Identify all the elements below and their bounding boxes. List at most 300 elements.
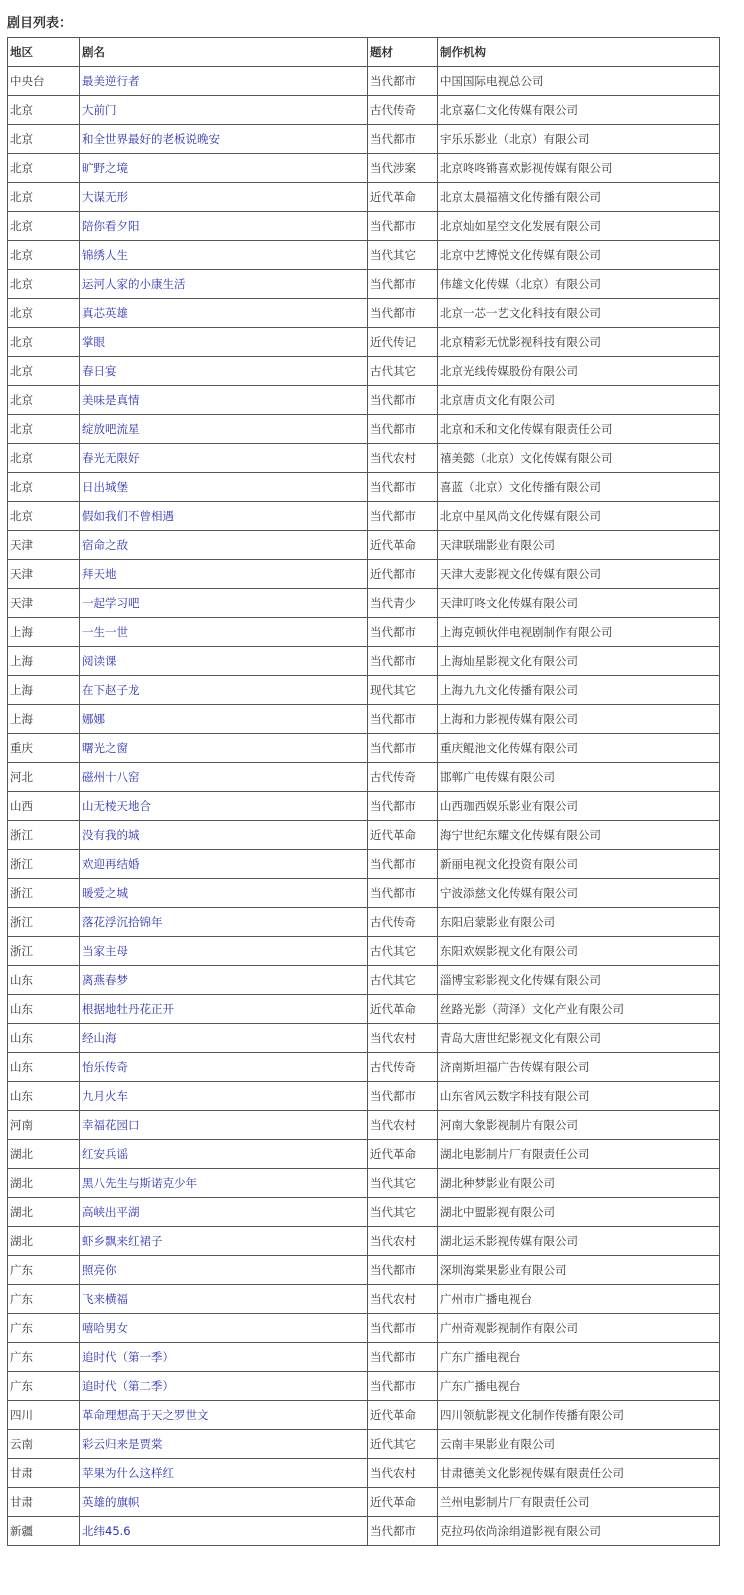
producer-cell: 上海灿星影视文化有限公司 <box>438 647 720 676</box>
producer-cell: 北京中艺博悦文化传媒有限公司 <box>438 241 720 270</box>
title-cell <box>80 415 368 444</box>
table-row <box>8 270 720 299</box>
table-row <box>8 386 720 415</box>
region-cell: 河北 <box>8 763 80 792</box>
table-row <box>8 647 720 676</box>
region-cell: 山东 <box>8 1024 80 1053</box>
drama-title-link[interactable]: 在下赵子龙 <box>82 683 140 697</box>
table-row <box>8 1256 720 1285</box>
producer-cell: 新丽电视文化投资有限公司 <box>438 850 720 879</box>
drama-title-link[interactable]: 拜天地 <box>82 567 117 581</box>
table-header-row <box>8 38 720 67</box>
producer-cell: 天津叮咚文化传媒有限公司 <box>438 589 720 618</box>
drama-title-link[interactable]: 陪你看夕阳 <box>82 219 140 233</box>
table-body <box>8 67 720 1546</box>
genre-cell: 当代其它 <box>368 1169 438 1198</box>
drama-title-link[interactable]: 阅读课 <box>82 654 117 668</box>
region-cell: 浙江 <box>8 937 80 966</box>
table-row <box>8 212 720 241</box>
region-cell: 北京 <box>8 183 80 212</box>
region-cell: 浙江 <box>8 879 80 908</box>
drama-title-link[interactable]: 幸福花园口 <box>82 1118 140 1132</box>
producer-cell: 青岛大唐世纪影视文化有限公司 <box>438 1024 720 1053</box>
table-row <box>8 1372 720 1401</box>
table-row <box>8 502 720 531</box>
producer-cell: 北京一芯一艺文化科技有限公司 <box>438 299 720 328</box>
title-cell <box>80 821 368 850</box>
drama-title-link[interactable]: 旷野之境 <box>82 161 128 175</box>
table-row <box>8 821 720 850</box>
drama-title-link[interactable]: 照亮你 <box>82 1263 117 1277</box>
title-cell <box>80 1430 368 1459</box>
genre-cell: 近代革命 <box>368 531 438 560</box>
drama-title-link[interactable]: 美味是真情 <box>82 393 140 407</box>
table-row <box>8 589 720 618</box>
genre-cell: 当代都市 <box>368 386 438 415</box>
genre-cell: 当代都市 <box>368 502 438 531</box>
genre-cell: 近代革命 <box>368 821 438 850</box>
region-cell: 上海 <box>8 618 80 647</box>
genre-cell: 当代农村 <box>368 1024 438 1053</box>
genre-cell: 当代都市 <box>368 1517 438 1546</box>
region-cell: 广东 <box>8 1343 80 1372</box>
genre-cell: 当代农村 <box>368 1459 438 1488</box>
title-cell <box>80 299 368 328</box>
producer-cell: 云南丰果影业有限公司 <box>438 1430 720 1459</box>
region-cell: 北京 <box>8 299 80 328</box>
genre-cell: 当代农村 <box>368 1111 438 1140</box>
region-cell: 湖北 <box>8 1198 80 1227</box>
drama-title-link[interactable]: 北纬45.6 <box>82 1524 131 1538</box>
drama-title-link[interactable]: 一起学习吧 <box>82 596 140 610</box>
producer-cell: 广州市广播电视台 <box>438 1285 720 1314</box>
drama-title-link[interactable]: 掌眼 <box>82 335 105 349</box>
drama-title-link[interactable]: 运河人家的小康生活 <box>82 277 186 291</box>
title-cell <box>80 850 368 879</box>
table-row <box>8 1314 720 1343</box>
producer-cell: 伟雄文化传媒（北京）有限公司 <box>438 270 720 299</box>
table-row <box>8 299 720 328</box>
table-row <box>8 1285 720 1314</box>
table-row <box>8 328 720 357</box>
drama-title-link[interactable]: 绽放吧流星 <box>82 422 140 436</box>
genre-cell: 当代都市 <box>368 1372 438 1401</box>
drama-title-link[interactable]: 和全世界最好的老板说晚安 <box>82 132 220 146</box>
genre-cell: 近代革命 <box>368 1488 438 1517</box>
producer-cell: 山西珈西娱乐影业有限公司 <box>438 792 720 821</box>
producer-cell: 北京咚咚锵喜欢影视传媒有限公司 <box>438 154 720 183</box>
table-row <box>8 1198 720 1227</box>
title-cell <box>80 908 368 937</box>
list-caption: 剧目列表： <box>7 16 73 31</box>
producer-cell: 湖北电影制片厂有限责任公司 <box>438 1140 720 1169</box>
producer-cell: 禧美懿（北京）文化传媒有限公司 <box>438 444 720 473</box>
region-cell: 北京 <box>8 270 80 299</box>
title-cell <box>80 473 368 502</box>
title-cell <box>80 937 368 966</box>
title-cell <box>80 1401 368 1430</box>
producer-cell: 天津大麦影视文化传媒有限公司 <box>438 560 720 589</box>
drama-title-link[interactable]: 欢迎再结婚 <box>82 857 140 871</box>
table-row <box>8 1430 720 1459</box>
producer-cell: 济南斯坦福广告传媒有限公司 <box>438 1053 720 1082</box>
region-cell: 北京 <box>8 444 80 473</box>
title-cell <box>80 67 368 96</box>
drama-title-link[interactable]: 落花浮沉拾锦年 <box>82 915 163 929</box>
region-cell: 四川 <box>8 1401 80 1430</box>
producer-cell: 兰州电影制片厂有限责任公司 <box>438 1488 720 1517</box>
title-cell <box>80 1198 368 1227</box>
title-cell <box>80 1024 368 1053</box>
region-cell: 上海 <box>8 676 80 705</box>
producer-cell: 广东广播电视台 <box>438 1343 720 1372</box>
title-cell <box>80 154 368 183</box>
genre-cell: 当代都市 <box>368 792 438 821</box>
column-header-title: 剧名 <box>80 38 368 67</box>
table-row <box>8 995 720 1024</box>
producer-cell: 喜蓝（北京）文化传播有限公司 <box>438 473 720 502</box>
genre-cell: 现代其它 <box>368 676 438 705</box>
table-row <box>8 1169 720 1198</box>
table-row <box>8 1401 720 1430</box>
table-row <box>8 560 720 589</box>
genre-cell: 当代都市 <box>368 879 438 908</box>
table-row <box>8 966 720 995</box>
table-row <box>8 241 720 270</box>
region-cell: 广东 <box>8 1372 80 1401</box>
drama-title-link[interactable]: 春日宴 <box>82 364 117 378</box>
region-cell: 北京 <box>8 212 80 241</box>
genre-cell: 当代都市 <box>368 647 438 676</box>
title-cell <box>80 1053 368 1082</box>
drama-title-link[interactable]: 根据地牡丹花正开 <box>82 1002 174 1016</box>
producer-cell: 东阳启蒙影业有限公司 <box>438 908 720 937</box>
table-row <box>8 676 720 705</box>
genre-cell: 当代都市 <box>368 1256 438 1285</box>
genre-cell: 当代都市 <box>368 125 438 154</box>
table-row <box>8 705 720 734</box>
title-cell <box>80 705 368 734</box>
title-cell <box>80 966 368 995</box>
region-cell: 新疆 <box>8 1517 80 1546</box>
drama-title-link[interactable]: 没有我的城 <box>82 828 140 842</box>
drama-title-link[interactable]: 磁州十八窑 <box>82 770 140 784</box>
drama-title-link[interactable]: 追时代（第二季） <box>82 1379 174 1393</box>
column-header-genre: 题材 <box>368 38 438 67</box>
region-cell: 天津 <box>8 531 80 560</box>
title-cell <box>80 357 368 386</box>
region-cell: 山东 <box>8 966 80 995</box>
genre-cell: 当代其它 <box>368 1198 438 1227</box>
drama-title-link[interactable]: 彩云归来是贾棠 <box>82 1437 163 1451</box>
title-cell <box>80 1256 368 1285</box>
drama-title-link[interactable]: 飞来横福 <box>82 1292 128 1306</box>
producer-cell: 邯郸广电传媒有限公司 <box>438 763 720 792</box>
region-cell: 北京 <box>8 96 80 125</box>
table-row <box>8 850 720 879</box>
title-cell <box>80 1372 368 1401</box>
region-cell: 重庆 <box>8 734 80 763</box>
title-cell <box>80 647 368 676</box>
drama-title-link[interactable]: 虾乡飘来红裙子 <box>82 1234 163 1248</box>
genre-cell: 当代农村 <box>368 1285 438 1314</box>
title-cell <box>80 676 368 705</box>
title-cell <box>80 560 368 589</box>
genre-cell: 当代农村 <box>368 1227 438 1256</box>
producer-cell: 北京嘉仁文化传媒有限公司 <box>438 96 720 125</box>
genre-cell: 当代都市 <box>368 415 438 444</box>
table-row <box>8 792 720 821</box>
region-cell: 天津 <box>8 589 80 618</box>
drama-title-link[interactable]: 宿命之敌 <box>82 538 128 552</box>
title-cell <box>80 1343 368 1372</box>
table-row <box>8 937 720 966</box>
title-cell <box>80 212 368 241</box>
producer-cell: 广东广播电视台 <box>438 1372 720 1401</box>
genre-cell: 当代都市 <box>368 473 438 502</box>
drama-title-link[interactable]: 大前门 <box>82 103 117 117</box>
title-cell <box>80 1082 368 1111</box>
genre-cell: 近代传记 <box>368 328 438 357</box>
table-row <box>8 1517 720 1546</box>
drama-title-link[interactable]: 当家主母 <box>82 944 128 958</box>
title-cell <box>80 183 368 212</box>
title-cell <box>80 589 368 618</box>
producer-cell: 宁波添慈文化传媒有限公司 <box>438 879 720 908</box>
region-cell: 广东 <box>8 1314 80 1343</box>
producer-cell: 克拉玛依尚涂绢道影视有限公司 <box>438 1517 720 1546</box>
table-row <box>8 67 720 96</box>
drama-title-link[interactable]: 苹果为什么这样红 <box>82 1466 174 1480</box>
drama-list-table <box>7 37 720 1546</box>
table-row <box>8 1227 720 1256</box>
region-cell: 北京 <box>8 328 80 357</box>
region-cell: 北京 <box>8 357 80 386</box>
region-cell: 湖北 <box>8 1227 80 1256</box>
title-cell <box>80 1227 368 1256</box>
drama-title-link[interactable]: 真芯英雄 <box>82 306 128 320</box>
producer-cell: 广州奇观影视制作有限公司 <box>438 1314 720 1343</box>
region-cell: 山西 <box>8 792 80 821</box>
genre-cell: 当代农村 <box>368 444 438 473</box>
genre-cell: 当代都市 <box>368 734 438 763</box>
title-cell <box>80 1314 368 1343</box>
drama-title-link[interactable]: 最美逆行者 <box>82 74 140 88</box>
genre-cell: 古代其它 <box>368 357 438 386</box>
genre-cell: 当代都市 <box>368 67 438 96</box>
drama-title-link[interactable]: 假如我们不曾相遇 <box>82 509 174 523</box>
region-cell: 北京 <box>8 473 80 502</box>
region-cell: 山东 <box>8 1053 80 1082</box>
genre-cell: 当代都市 <box>368 299 438 328</box>
drama-title-link[interactable]: 英雄的旗帜 <box>82 1495 140 1509</box>
table-row <box>8 125 720 154</box>
producer-cell: 湖北种梦影业有限公司 <box>438 1169 720 1198</box>
producer-cell: 中国国际电视总公司 <box>438 67 720 96</box>
table-row <box>8 1140 720 1169</box>
table-row <box>8 183 720 212</box>
genre-cell: 古代其它 <box>368 937 438 966</box>
genre-cell: 当代都市 <box>368 850 438 879</box>
genre-cell: 近代革命 <box>368 1401 438 1430</box>
table-row <box>8 618 720 647</box>
drama-title-link[interactable]: 嘻哈男女 <box>82 1321 128 1335</box>
table-row <box>8 1111 720 1140</box>
title-cell <box>80 386 368 415</box>
drama-title-link[interactable]: 追时代（第一季） <box>82 1350 174 1364</box>
region-cell: 天津 <box>8 560 80 589</box>
title-cell <box>80 1459 368 1488</box>
producer-cell: 丝路光影（菏泽）文化产业有限公司 <box>438 995 720 1024</box>
table-row <box>8 763 720 792</box>
drama-title-link[interactable]: 黑八先生与斯诺克少年 <box>82 1176 197 1190</box>
producer-cell: 北京和禾和文化传媒有限责任公司 <box>438 415 720 444</box>
title-cell <box>80 734 368 763</box>
drama-title-link[interactable]: 红安兵谣 <box>82 1147 128 1161</box>
region-cell: 北京 <box>8 386 80 415</box>
drama-title-link[interactable]: 锦绣人生 <box>82 248 128 262</box>
region-cell: 中央台 <box>8 67 80 96</box>
drama-title-link[interactable]: 暖爱之城 <box>82 886 128 900</box>
table-row <box>8 444 720 473</box>
genre-cell: 当代都市 <box>368 618 438 647</box>
drama-title-link[interactable]: 一生一世 <box>82 625 128 639</box>
title-cell <box>80 792 368 821</box>
table-row <box>8 357 720 386</box>
drama-title-link[interactable]: 高峡出平湖 <box>82 1205 140 1219</box>
table-row <box>8 1053 720 1082</box>
title-cell <box>80 270 368 299</box>
producer-cell: 河南大象影视制片有限公司 <box>438 1111 720 1140</box>
region-cell: 河南 <box>8 1111 80 1140</box>
region-cell: 北京 <box>8 154 80 183</box>
title-cell <box>80 1285 368 1314</box>
table-row <box>8 473 720 502</box>
region-cell: 浙江 <box>8 908 80 937</box>
drama-title-link[interactable]: 娜娜 <box>82 712 105 726</box>
producer-cell: 海宁世纪东耀文化传媒有限公司 <box>438 821 720 850</box>
producer-cell: 北京灿如星空文化发展有限公司 <box>438 212 720 241</box>
genre-cell: 近代革命 <box>368 995 438 1024</box>
title-cell <box>80 502 368 531</box>
title-cell <box>80 1169 368 1198</box>
producer-cell: 湖北运禾影视传媒有限公司 <box>438 1227 720 1256</box>
genre-cell: 当代都市 <box>368 1082 438 1111</box>
genre-cell: 古代传奇 <box>368 763 438 792</box>
region-cell: 北京 <box>8 125 80 154</box>
region-cell: 北京 <box>8 502 80 531</box>
drama-title-link[interactable]: 春光无限好 <box>82 451 140 465</box>
table-row <box>8 734 720 763</box>
producer-cell: 山东省风云数字科技有限公司 <box>438 1082 720 1111</box>
table-row <box>8 1024 720 1053</box>
genre-cell: 近代革命 <box>368 183 438 212</box>
producer-cell: 湖北中盟影视有限公司 <box>438 1198 720 1227</box>
table-row <box>8 154 720 183</box>
producer-cell: 北京精彩无忧影视科技有限公司 <box>438 328 720 357</box>
genre-cell: 当代涉案 <box>368 154 438 183</box>
producer-cell: 淄博宝彩影视文化传媒有限公司 <box>438 966 720 995</box>
region-cell: 浙江 <box>8 821 80 850</box>
table-row <box>8 96 720 125</box>
genre-cell: 古代传奇 <box>368 96 438 125</box>
table-row <box>8 879 720 908</box>
drama-title-link[interactable]: 大谋无形 <box>82 190 128 204</box>
producer-cell: 宇乐乐影业（北京）有限公司 <box>438 125 720 154</box>
title-cell <box>80 125 368 154</box>
genre-cell: 当代其它 <box>368 241 438 270</box>
drama-title-link[interactable]: 怡乐传奇 <box>82 1060 128 1074</box>
table-row <box>8 531 720 560</box>
producer-cell: 北京中星风尚文化传媒有限公司 <box>438 502 720 531</box>
genre-cell: 当代都市 <box>368 270 438 299</box>
producer-cell: 天津联瑞影业有限公司 <box>438 531 720 560</box>
genre-cell: 近代其它 <box>368 1430 438 1459</box>
title-cell <box>80 1140 368 1169</box>
title-cell <box>80 444 368 473</box>
producer-cell: 深圳海棠果影业有限公司 <box>438 1256 720 1285</box>
drama-title-link[interactable]: 山无棱天地合 <box>82 799 151 813</box>
table-row <box>8 415 720 444</box>
region-cell: 山东 <box>8 995 80 1024</box>
genre-cell: 古代其它 <box>368 966 438 995</box>
table-row <box>8 1459 720 1488</box>
producer-cell: 北京太晨福禧文化传播有限公司 <box>438 183 720 212</box>
genre-cell: 当代都市 <box>368 1343 438 1372</box>
region-cell: 广东 <box>8 1285 80 1314</box>
title-cell <box>80 328 368 357</box>
table-row <box>8 908 720 937</box>
region-cell: 山东 <box>8 1082 80 1111</box>
title-cell <box>80 763 368 792</box>
producer-cell: 东阳欢娱影视文化有限公司 <box>438 937 720 966</box>
drama-title-link[interactable]: 日出城堡 <box>82 480 128 494</box>
genre-cell: 当代都市 <box>368 705 438 734</box>
producer-cell: 上海克顿伙伴电视剧制作有限公司 <box>438 618 720 647</box>
table-row <box>8 1488 720 1517</box>
region-cell: 上海 <box>8 647 80 676</box>
table-row <box>8 1082 720 1111</box>
drama-title-link[interactable]: 经山海 <box>82 1031 117 1045</box>
producer-cell: 上海和力影视传媒有限公司 <box>438 705 720 734</box>
drama-title-link[interactable]: 九月火车 <box>82 1089 128 1103</box>
title-cell <box>80 96 368 125</box>
producer-cell: 北京光线传媒股份有限公司 <box>438 357 720 386</box>
producer-cell: 上海九九文化传播有限公司 <box>438 676 720 705</box>
region-cell: 广东 <box>8 1256 80 1285</box>
producer-cell: 重庆鲲池文化传媒有限公司 <box>438 734 720 763</box>
column-header-producer: 制作机构 <box>438 38 720 67</box>
title-cell <box>80 879 368 908</box>
drama-title-link[interactable]: 离燕春梦 <box>82 973 128 987</box>
producer-cell: 甘肃德美文化影视传媒有限责任公司 <box>438 1459 720 1488</box>
region-cell: 北京 <box>8 241 80 270</box>
region-cell: 上海 <box>8 705 80 734</box>
table-row <box>8 1343 720 1372</box>
genre-cell: 近代革命 <box>368 1140 438 1169</box>
title-cell <box>80 1111 368 1140</box>
title-cell <box>80 1517 368 1546</box>
genre-cell: 当代都市 <box>368 212 438 241</box>
title-cell <box>80 618 368 647</box>
drama-title-link[interactable]: 曙光之窗 <box>82 741 128 755</box>
region-cell: 湖北 <box>8 1140 80 1169</box>
drama-title-link[interactable]: 革命理想高于天之罗世文 <box>82 1408 209 1422</box>
region-cell: 浙江 <box>8 850 80 879</box>
title-cell <box>80 531 368 560</box>
title-cell <box>80 1488 368 1517</box>
genre-cell: 当代都市 <box>368 1314 438 1343</box>
